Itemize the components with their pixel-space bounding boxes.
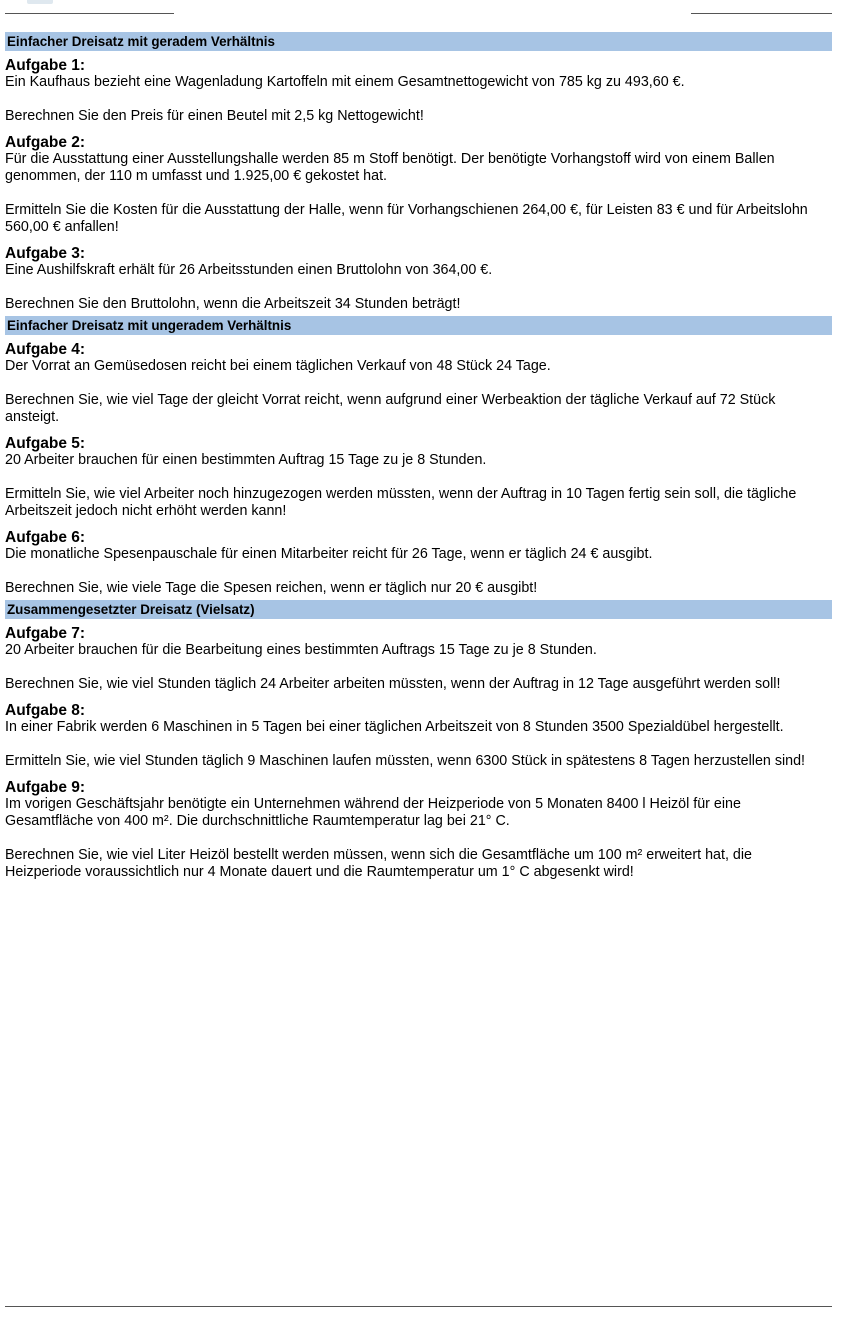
section-heading: Einfacher Dreisatz mit geradem Verhältnis bbox=[5, 32, 832, 51]
task-block bbox=[5, 773, 832, 881]
task-intro: In einer Fabrik werden 6 Maschinen in 5 Tagen bei einer täglichen Arbeitszeit von 8 Stunden 3500 Spezialdübel hergestellt. bbox=[5, 719, 784, 735]
footer-rule bbox=[5, 1306, 832, 1307]
task-block bbox=[5, 51, 832, 125]
task-title: Aufgabe 9: bbox=[5, 779, 86, 796]
task-title: Aufgabe 7: bbox=[5, 625, 86, 642]
task-title: Aufgabe 1: bbox=[5, 57, 86, 74]
task-question: Ermitteln Sie, wie viel Stunden täglich 9 Maschinen laufen müssten, wenn 6300 Stück in spätestens 8 Tagen herzustellen sind! bbox=[5, 753, 806, 769]
task-question: Berechnen Sie, wie viel Liter Heizöl bestellt werden müssen, wenn sich die Gesamtfläche um 100 m² erweitert hat, die Heizperiode voraussichtlich nur 4 Monate dauert und die Raumtemperatur um 1° C abgesenkt wird! bbox=[5, 847, 752, 880]
task-title: Aufgabe 6: bbox=[5, 529, 86, 546]
task-title: Aufgabe 4: bbox=[5, 341, 86, 358]
task-block bbox=[5, 696, 832, 770]
task-block bbox=[5, 429, 832, 520]
task-title: Aufgabe 8: bbox=[5, 702, 86, 719]
task-question: Ermitteln Sie die Kosten für die Ausstattung der Halle, wenn für Vorhangschienen 264,00 €, für Leisten 83 € und für Arbeitslohn 560,00 € anfallen! bbox=[5, 202, 808, 235]
task-question: Ermitteln Sie, wie viel Arbeiter noch hinzugezogen werden müssten, wenn der Auftrag in 10 Tagen fertig sein soll, die tägliche Arbeitszeit jedoch nicht erhöht werden kann! bbox=[5, 486, 797, 519]
task-intro: Für die Ausstattung einer Ausstellungshalle werden 85 m Stoff benötigt. Der benötigte Vorhangstoff wird von einem Ballen genommen, der 110 m umfasst und 1.925,00 € gekostet hat. bbox=[5, 151, 775, 184]
task-question: Berechnen Sie, wie viel Stunden täglich 24 Arbeiter arbeiten müssten, wenn der Auftrag in 12 Tage ausgeführt werden soll! bbox=[5, 676, 781, 692]
task-intro: Im vorigen Geschäftsjahr benötigte ein Unternehmen während der Heizperiode von 5 Monaten 8400 l Heizöl für eine Gesamtfläche von 400 m². Die durchschnittliche Raumtemperatur lag bei 21° C. bbox=[5, 796, 741, 829]
task-intro: Ein Kaufhaus bezieht eine Wagenladung Kartoffeln mit einem Gesamtnettogewicht von 785 kg zu 493,60 €. bbox=[5, 74, 685, 90]
task-block bbox=[5, 335, 832, 426]
logo-mark bbox=[27, 0, 53, 4]
header-rule-right bbox=[691, 13, 832, 14]
page-header bbox=[5, 0, 832, 32]
task-question: Berechnen Sie, wie viele Tage die Spesen reichen, wenn er täglich nur 20 € ausgibt! bbox=[5, 580, 538, 596]
section-heading: Zusammengesetzter Dreisatz (Vielsatz) bbox=[5, 600, 832, 619]
task-block bbox=[5, 128, 832, 236]
task-question: Berechnen Sie den Preis für einen Beutel mit 2,5 kg Nettogewicht! bbox=[5, 108, 424, 124]
task-intro: Eine Aushilfskraft erhält für 26 Arbeitsstunden einen Bruttolohn von 364,00 €. bbox=[5, 262, 493, 278]
task-title: Aufgabe 3: bbox=[5, 245, 86, 262]
task-question: Berechnen Sie, wie viel Tage der gleicht Vorrat reicht, wenn aufgrund einer Werbeaktion der tägliche Verkauf auf 72 Stück ansteigt. bbox=[5, 392, 776, 425]
worksheet-page bbox=[5, 0, 832, 884]
section-heading: Einfacher Dreisatz mit ungeradem Verhältnis bbox=[5, 316, 832, 335]
task-title: Aufgabe 5: bbox=[5, 435, 86, 452]
task-title: Aufgabe 2: bbox=[5, 134, 86, 151]
task-block bbox=[5, 619, 832, 693]
task-intro: Die monatliche Spesenpauschale für einen Mitarbeiter reicht für 26 Tage, wenn er täglich 24 € ausgibt. bbox=[5, 546, 653, 562]
task-intro: 20 Arbeiter brauchen für einen bestimmten Auftrag 15 Tage zu je 8 Stunden. bbox=[5, 452, 487, 468]
task-block bbox=[5, 239, 832, 313]
header-rule-left bbox=[5, 13, 174, 14]
task-intro: 20 Arbeiter brauchen für die Bearbeitung eines bestimmten Auftrags 15 Tage zu je 8 Stunden. bbox=[5, 642, 597, 658]
task-intro: Der Vorrat an Gemüsedosen reicht bei einem täglichen Verkauf von 48 Stück 24 Tage. bbox=[5, 358, 551, 374]
task-block bbox=[5, 523, 832, 597]
task-question: Berechnen Sie den Bruttolohn, wenn die Arbeitszeit 34 Stunden beträgt! bbox=[5, 296, 461, 312]
